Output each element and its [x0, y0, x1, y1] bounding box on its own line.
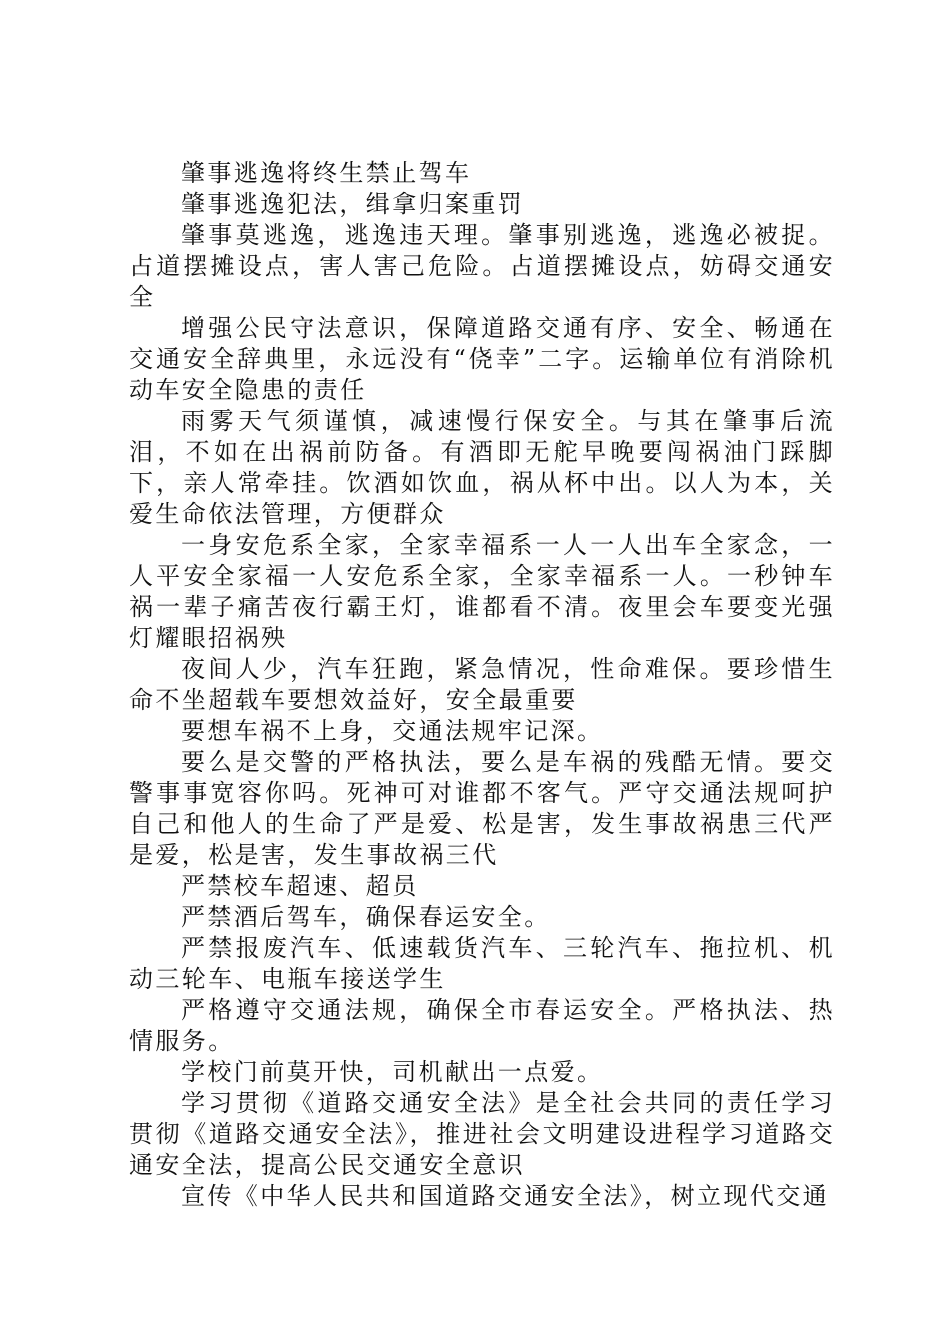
- paragraph: 学校门前莫开快，司机献出一点爱。: [181, 1058, 604, 1086]
- paragraph: 一身安危系全家，全家幸福系一人一人出车全家念，一人平安全家福一人安危系全家，全家幸福系一人。一秒钟车祸一辈子痛苦夜行霸王灯，谁都看不清。夜里会车要变光强灯耀眼招祸殃: [129, 531, 835, 652]
- paragraph: 要想车祸不上身，交通法规牢记深。: [181, 717, 604, 745]
- paragraph: 肇事逃逸将终生禁止驾车: [181, 159, 472, 187]
- paragraph: 肇事莫逃逸，逃逸违天理。肇事别逃逸，逃逸必被捉。占道摆摊设点，害人害己危险。占道摆摊设点，妨碍交通安全: [129, 221, 835, 311]
- paragraph: 增强公民守法意识，保障道路交通有序、安全、畅通在交通安全辞典里，永远没有“侥幸”二字。运输单位有消除机动车安全隐患的责任: [129, 314, 835, 404]
- paragraph: 夜间人少，汽车狂跑，紧急情况，性命难保。要珍惜生命不坐超载车要想效益好，安全最重要: [129, 655, 835, 714]
- paragraph: 雨雾天气须谨慎，减速慢行保安全。与其在肇事后流泪，不如在出祸前防备。有酒即无舵早晚要闯祸油门踩脚下，亲人常牵挂。饮酒如饮血，祸从杯中出。以人为本，关爱生命依法管理，方便群众: [129, 407, 835, 528]
- paragraph: 严禁酒后驾车，确保春运安全。: [181, 903, 551, 931]
- paragraph: 严禁报废汽车、低速载货汽车、三轮汽车、拖拉机、机动三轮车、电瓶车接送学生: [129, 934, 835, 993]
- paragraph: 严格遵守交通法规，确保全市春运安全。严格执法、热情服务。: [129, 996, 835, 1055]
- paragraph: 学习贯彻《道路交通安全法》是全社会共同的责任学习贯彻《道路交通安全法》，推进社会文明建设进程学习道路交通安全法，提高公民交通安全意识: [129, 1089, 835, 1179]
- document-body: [129, 158, 835, 1212]
- paragraph: 宣传《中华人民共和国道路交通安全法》，树立现代交通: [181, 1182, 829, 1210]
- paragraph: 肇事逃逸犯法，缉拿归案重罚: [181, 190, 525, 218]
- paragraph: 要么是交警的严格执法，要么是车祸的残酷无情。要交警事事宽容你吗。死神可对谁都不客气。严守交通法规呵护自己和他人的生命了严是爱、松是害，发生事故祸患三代严是爱，松是害，发生事故祸三代: [129, 748, 835, 869]
- paragraph: 严禁校车超速、超员: [181, 872, 419, 900]
